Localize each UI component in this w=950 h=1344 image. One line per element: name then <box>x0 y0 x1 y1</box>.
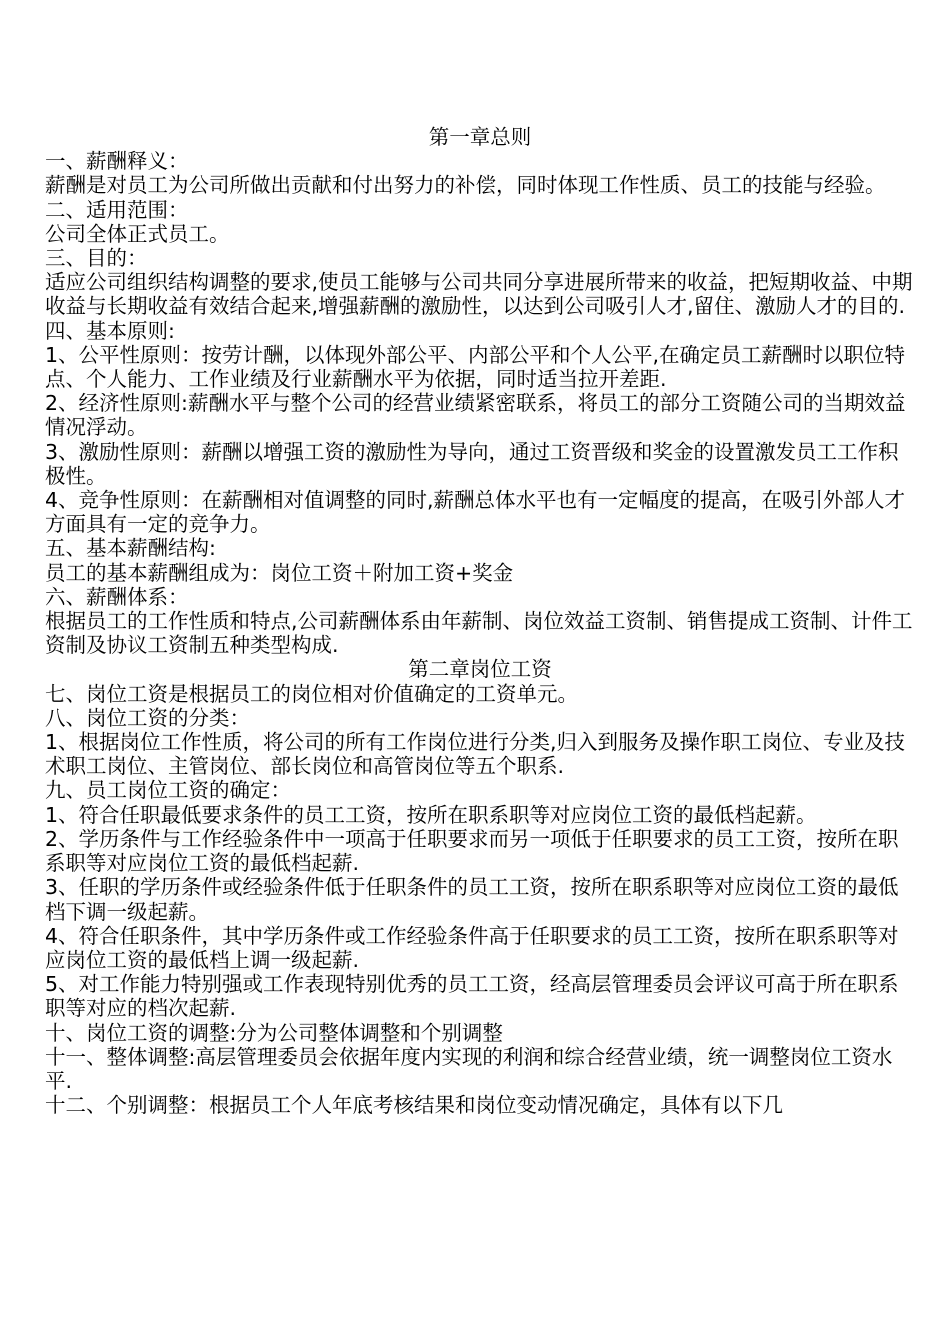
section-5-text: 员工的基本薪酬组成为：岗位工资＋附加工资+奖金 <box>45 560 514 585</box>
section-2-heading: 二、适用范围： <box>45 197 189 222</box>
section-8-item-1: 1、根据岗位工作性质，将公司的所有工作岗位进行分类,归入到服务及操作职工岗位、专业及技术职工岗位、主管岗位、部长岗位和高管岗位等五个职系. <box>45 730 906 779</box>
section-8-heading: 八、岗位工资的分类： <box>45 705 250 730</box>
chapter-1-title: 第一章总则 <box>428 125 532 149</box>
chapter-2-title: 第二章岗位工资 <box>408 657 552 682</box>
section-9-item-5: 5、对工作能力特别强或工作表现特别优秀的员工工资，经高层管理委员会评议可高于所在职系职等对应的档次起薪. <box>45 972 899 1021</box>
section-12-text: 十二、个别调整：根据员工个人年底考核结果和岗位变动情况确定，具体有以下几 <box>45 1093 783 1118</box>
document-page <box>45 125 915 1117</box>
section-4-heading: 四、基本原则: <box>45 318 175 343</box>
section-6-heading: 六、薪酬体系： <box>45 584 189 609</box>
section-7-text: 七、岗位工资是根据员工的岗位相对价值确定的工资单元。 <box>45 681 578 706</box>
section-9-item-2: 2、学历条件与工作经验条件中一项高于任职要求而另一项低于任职要求的员工工资，按所在职系职等对应岗位工资的最低档起薪. <box>45 826 899 876</box>
section-2-text: 公司全体正式员工。 <box>45 221 230 246</box>
section-1-heading: 一、薪酬释义： <box>45 149 189 174</box>
section-11-text: 十一、整体调整:高层管理委员会依据年度内实现的利润和综合经营业绩，统一调整岗位工资水平. <box>45 1044 893 1093</box>
section-9-item-3: 3、任职的学历条件或经验条件低于任职条件的员工工资，按所在职系职等对应岗位工资的最低档下调一级起薪。 <box>45 875 899 924</box>
section-9-item-1: 1、符合任职最低要求条件的员工工资，按所在职系职等对应岗位工资的最低档起薪。 <box>45 802 817 827</box>
section-1-text: 薪酬是对员工为公司所做出贡献和付出努力的补偿，同时体现工作性质、员工的技能与经验。 <box>45 173 886 198</box>
principle-fairness: 1、公平性原则：按劳计酬，以体现外部公平、内部公平和个人公平,在确定员工薪酬时以职位特点、个人能力、工作业绩及行业薪酬水平为依据，同时适当拉开差距. <box>45 342 906 392</box>
principle-economy: 2、经济性原则:薪酬水平与整个公司的经营业绩紧密联系，将员工的部分工资随公司的当期效益情况浮动。 <box>45 391 906 440</box>
principle-incentive: 3、激励性原则：薪酬以增强工资的激励性为导向，通过工资晋级和奖金的设置激发员工工作积极性。 <box>45 439 899 488</box>
section-6-text: 根据员工的工作性质和特点,公司薪酬体系由年薪制、岗位效益工资制、销售提成工资制、计件工资制及协议工资制五种类型构成. <box>45 609 913 658</box>
section-5-heading: 五、基本薪酬结构: <box>45 536 216 561</box>
section-10-text: 十、岗位工资的调整:分为公司整体调整和个别调整 <box>45 1020 503 1045</box>
section-3-text: 适应公司组织结构调整的要求,使员工能够与公司共同分享进展所带来的收益，把短期收益、中期收益与长期收益有效结合起来,增强薪酬的激励性，以达到公司吸引人才,留住、激励人才的目的. <box>45 270 913 319</box>
principle-competitiveness: 4、竞争性原则：在薪酬相对值调整的同时,薪酬总体水平也有一定幅度的提高，在吸引外部人才方面具有一定的竞争力。 <box>45 488 906 537</box>
section-9-item-4: 4、符合任职条件，其中学历条件或工作经验条件高于任职要求的员工工资，按所在职系职等对应岗位工资的最低档上调一级起薪. <box>45 923 899 972</box>
section-3-heading: 三、目的： <box>45 246 148 271</box>
section-9-heading: 九、员工岗位工资的确定： <box>45 778 291 803</box>
